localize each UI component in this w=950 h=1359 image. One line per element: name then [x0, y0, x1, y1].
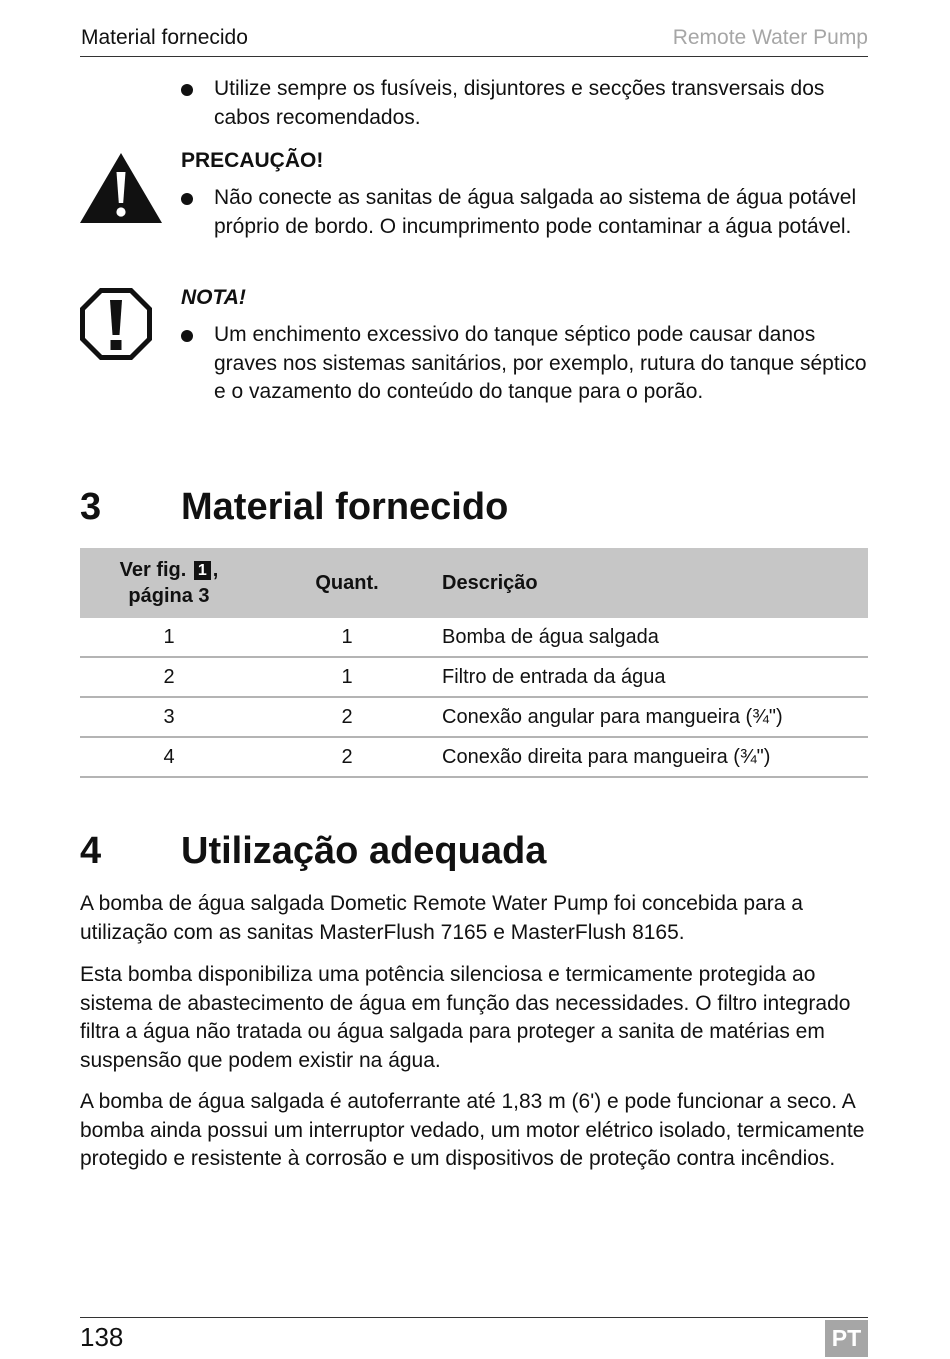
body-paragraph: Esta bomba disponibiliza uma potência silenciosa e termicamente protegida ao sistema de abastecimento de água em função das necessidades. O filtro integrado filtra a água não tratada ou água salgada para proteger a sanita de matérias em suspensão que podem existir na água. [80, 963, 851, 1072]
cell-desc: Conexão angular para mangueira (¾") [436, 697, 868, 737]
header-section-title: Material fornecido [81, 26, 248, 49]
cell-qty: 2 [258, 737, 436, 777]
note-label: NOTA! [181, 286, 246, 309]
language-badge: PT [825, 1320, 868, 1357]
caution-text: Não conecte as sanitas de água salgada ao sistema de água potável próprio de bordo. O incumprimento pode contaminar a água potável. [214, 186, 857, 238]
section-number: 3 [80, 486, 102, 528]
section-number: 4 [80, 830, 102, 872]
header-qty: Quant. [258, 548, 436, 618]
header-ref [80, 548, 258, 618]
cell-desc: Bomba de água salgada [436, 618, 868, 657]
cell-qty: 1 [258, 618, 436, 657]
caution-label: PRECAUÇÃO! [181, 149, 324, 172]
bullet-item [181, 75, 871, 132]
body-paragraph: A bomba de água salgada Dometic Remote Water Pump foi concebida para a utilização com as sanitas MasterFlush 7165 e MasterFlush 8165. [80, 892, 803, 944]
footer-divider [80, 1317, 868, 1318]
cell-qty: 2 [258, 697, 436, 737]
body-paragraph: A bomba de água salgada é autoferrante até 1,83 m (6') e pode funcionar a seco. A bomba ainda possui um interruptor vedado, um motor elétrico isolado, termicamente protegido e resistente à corrosão e um dispositivos de proteção contra incêndios. [80, 1090, 865, 1170]
table-header-row [80, 548, 868, 618]
note-item [181, 321, 871, 407]
cell-qty: 1 [258, 657, 436, 697]
header-ref-suffix: , [212, 559, 219, 581]
cell-desc: Filtro de entrada da água [436, 657, 868, 697]
cell-ref: 1 [80, 618, 258, 657]
table-row [80, 618, 868, 657]
cell-ref: 4 [80, 737, 258, 777]
table-row [80, 657, 868, 697]
bullet-dot-icon [181, 84, 193, 96]
cell-ref: 2 [80, 657, 258, 697]
bullet-text: Utilize sempre os fusíveis, disjuntores e secções transversais dos cabos recomendados. [214, 77, 825, 129]
section-title: Utilização adequada [181, 830, 547, 872]
bullet-dot-icon [181, 330, 193, 342]
header-ref-prefix: Ver fig. [119, 559, 187, 581]
bullet-dot-icon [181, 193, 193, 205]
page-number: 138 [80, 1322, 124, 1352]
header-desc: Descrição [436, 548, 868, 618]
section-title: Material fornecido [181, 486, 509, 528]
caution-item [181, 184, 871, 241]
header-ref-page: página 3 [128, 585, 210, 607]
page-header [80, 22, 868, 57]
exclamation-octagon-icon [80, 288, 152, 360]
cell-ref: 3 [80, 697, 258, 737]
note-text: Um enchimento excessivo do tanque séptico pode causar danos graves nos sistemas sanitários, por exemplo, rutura do tanque séptico e o vazamento do conteúdo do tanque para o porão. [214, 323, 867, 403]
table-row [80, 697, 868, 737]
header-product-name: Remote Water Pump [672, 26, 868, 49]
table-row [80, 737, 868, 777]
cell-desc: Conexão direita para mangueira (¾") [436, 737, 868, 777]
warning-triangle-icon [79, 152, 163, 224]
parts-table [80, 548, 868, 778]
figure-ref-badge: 1 [194, 561, 211, 580]
